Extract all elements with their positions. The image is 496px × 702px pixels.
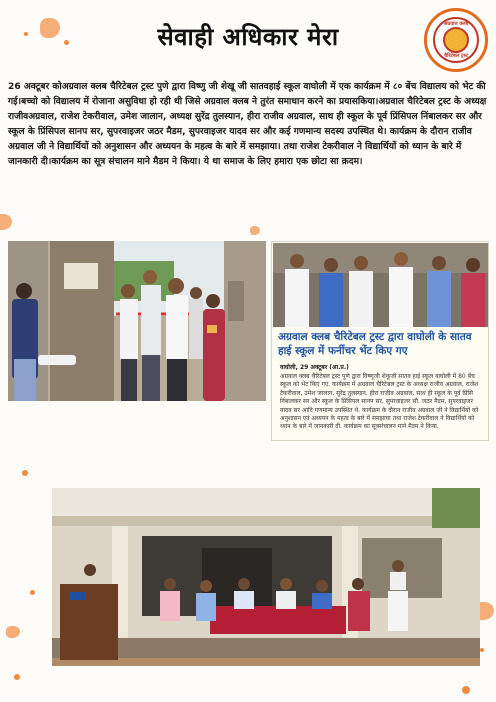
decor-splash [6, 626, 20, 638]
page-title: सेवाही अधिकार मेरा [157, 23, 339, 51]
article-paragraph: 26 अक्टूबर कोअग्रवाल क्लब चैरिटेबल ट्रस्ट पुणे द्वारा विष्णु जी शेखू जी सातवहाई स्कूल वाघोली में एक कार्यक्रम में ८० बेंच विद्यालय को भेट की गई।बच्चो को विद्यालय में रोजाना असुविधा हो रही थी जिसे अग्रवाल क्लब ने तुरंत समाधान करने का प्रयासकिया।अग्रवाल चैरिटेबल ट्रस्ट के अध्यक्ष राजीवअग्रवाल, राजेश टेकरीवाल, उमेश जालान, अध्यक्ष सुरेंद्र तुलस्यान, हीरा राजीव अग्रवाल, साथ ही स्कूल के पूर्व प्रिंसिपल निंबालकर सर और स्कूल के प्रिंसिपल सानप सर, सुपरवाइजर जठर मैडम, सुपरवाइजर यादव सर और कई गणमान्य सदस्य उपस्थित थे। कार्यक्रम के दौरान राजीव अग्रवाल जी ने विद्यार्थियों को अनुशासन और अध्ययन के महत्व के बारे में समझाया। तथा राजेश टेकरीवाल ने विद्यार्थियों को ध्यान के बारे में जानकारी दी।कार्यक्रम का सूत्र संचालन माने मैडम ने किया। ये था समाज के लिए हमारा एक छोटा सा क़दम। [8, 82, 487, 167]
clipping-group-photo [273, 243, 489, 327]
decor-splash [0, 214, 12, 230]
stage-event-photo [52, 488, 480, 666]
stage-event-illustration [52, 488, 480, 666]
decor-dot [22, 470, 28, 476]
clipping-headline: अग्रवाल क्लब चैरिटेबल ट्रस्ट द्वारा वाघोली के सातव हाई स्कूल में फर्नीचर भेंट किए गए [278, 331, 472, 357]
clipping-dateline: वाघोली, 29 अक्टूबर (आ.प्र.) [280, 364, 349, 371]
decor-dot [480, 648, 484, 652]
clipping-body: अग्रवाल क्लब चैरिटेबल ट्रस्ट पुणे द्वारा विष्णूजी शेकूजी सातव हाई स्कूल वाघोली में 80 बेंच स्कूल को भेंट किए गए. कार्यक्रम में अग्रवाल चैरिटेबल ट्रस्ट के अध्यक्ष राजीव अग्रवाल, राजेश टेकरीवाल, उमेश जालान, सुरेंद्र तुलस्यान, हीरा राजीव अग्रवाल, साथ ही स्कूल के पूर्व प्रिंसि निंबालकर सर और स्कूल के प्रिंसिपल सानप सर, सुपरवाइजर सौ. जठर मैडम, सुपरवाइजर यादव सर आदि गणमान्य उपस्थित थे. कार्यक्रम के दौरान राजीव अग्रवाल जी ने विद्यार्थियों को अनुशासन एवं अध्ययन के महत्व के बारे में समझाया तथा राजेश टेकरीवाल ने विद्यार्थियों को ध्यान के बारे में जानकारी दी. कार्यक्रम का सूत्रसंचालन माने मैडम ने किया. [280, 373, 479, 431]
decor-dot [14, 674, 20, 680]
decor-dot [30, 590, 35, 595]
logo-top-text: अग्रवाल क्लब [443, 21, 469, 27]
news-clipping [271, 241, 489, 441]
trust-logo [424, 8, 488, 72]
ribbon-cutting-photo [8, 241, 266, 401]
decor-splash [250, 226, 260, 235]
logo-bottom-text: चैरिटेबल ट्रस्ट [443, 53, 468, 59]
ribbon-cutting-illustration [8, 241, 266, 401]
decor-dot [462, 686, 470, 694]
